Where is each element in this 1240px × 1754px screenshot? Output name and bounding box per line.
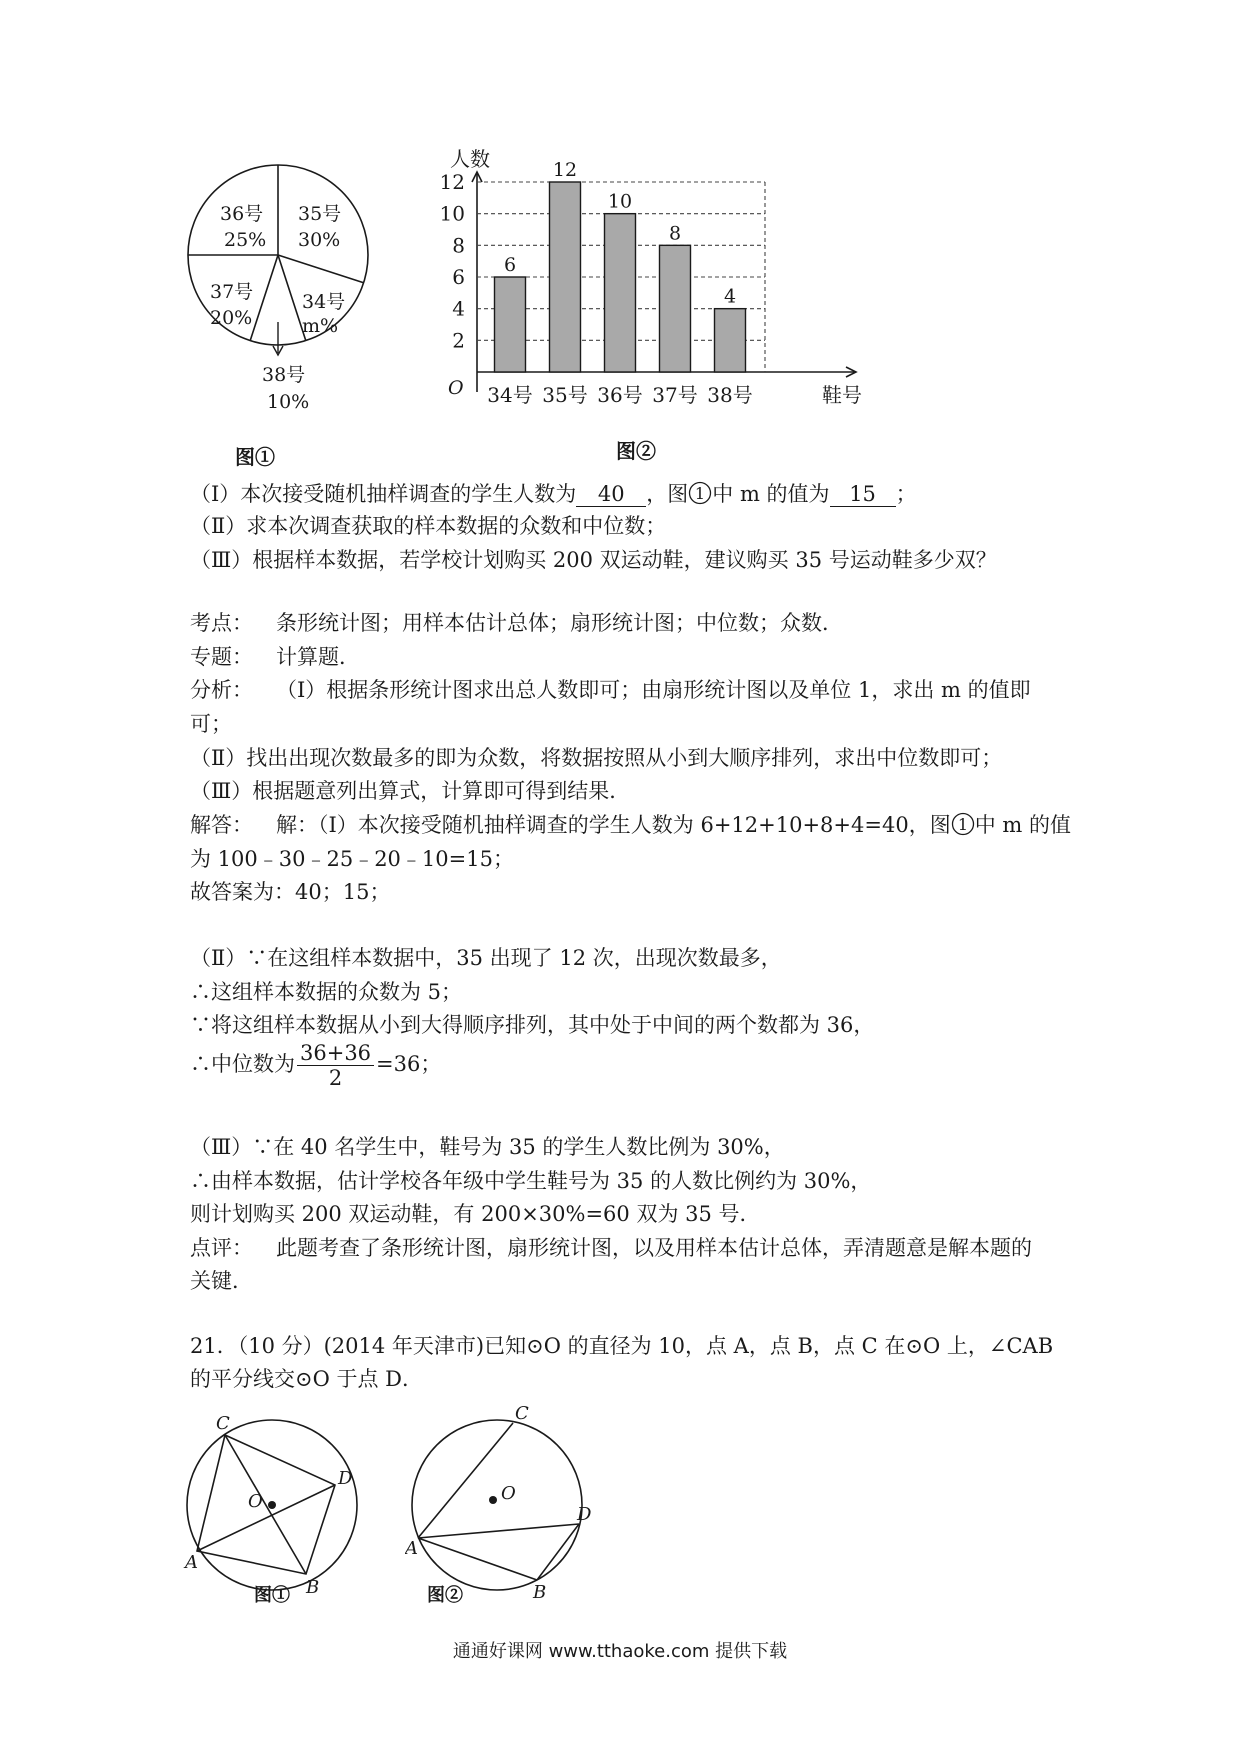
part3-line-1: （Ⅲ）∵在 40 名学生中，鞋号为 35 的学生人数比例为 30%， [190,1135,785,1159]
kaodian-text: 条形统计图；用样本估计总体；扇形统计图；中位数；众数． [276,611,843,635]
x-tick-label: 34号 [487,383,533,407]
question-3: （Ⅲ）根据样本数据，若学校计划购买 200 双运动鞋，建议购买 35 号运动鞋多少双？ [190,548,997,572]
zhuanti-row [190,642,360,672]
label-o: O [248,1491,263,1512]
jieda-row [190,810,1071,840]
fenxi-line-2: 可； [190,712,232,736]
label-c: C [515,1405,529,1424]
bar-value-label: 10 [607,190,633,213]
fenxi-line-4: （Ⅲ）根据题意列出算式，计算即可得到结果． [190,779,631,803]
q1-blank-2: 15 [830,482,896,507]
label-a: A [185,1552,198,1573]
y-tick-label-10: 10 [439,201,465,226]
svg-text:1: 1 [957,815,968,834]
pie-boundary-3 [250,255,278,341]
part2-line-1: （Ⅱ）∵在这组样本数据中，35 出现了 12 次，出现次数最多， [190,946,782,970]
bar-37号 [660,245,691,372]
kaodian-label: 考点： [190,611,253,635]
jieda-text-1b: 中 m 的值 [974,813,1071,837]
pie-label-38: 38号 [262,364,306,386]
label-a: A [405,1538,418,1559]
pie-label-36: 36号 [220,203,264,225]
svg-text:1: 1 [695,484,706,503]
pie-pct-34: m% [302,315,339,337]
question-1 [190,479,917,509]
segment-ac [418,1423,513,1538]
y-tick-label-8: 8 [452,233,465,258]
y-tick-label-6: 6 [452,265,465,289]
pie-pct-37: 20% [210,307,253,329]
label-c: C [216,1413,230,1434]
y-tick-label-12: 12 [439,170,465,194]
part3-line-2: ∴由样本数据，估计学校各年级中学生鞋号为 35 的人数比例约为 30%， [190,1169,872,1193]
fig21-1-caption: 图① [254,1585,290,1605]
median-numerator: 36+36 [297,1041,374,1066]
bar-36号 [605,214,636,372]
dianping-line-2: 关键． [190,1269,253,1293]
pie-boundary-1 [278,255,364,283]
part2-line-4 [190,1038,441,1090]
q1-text-after: 中 m 的值为 [712,482,830,506]
part3-line-3: 则计划购买 200 双运动鞋，有 200×30%=60 双为 35 号． [190,1202,761,1226]
zhuanti-label: 专题： [190,645,253,669]
bar-chart [420,140,900,480]
dianping-row [190,1233,1032,1263]
circle-figure-2 [405,1405,615,1605]
bar-ylabel: 人数 [450,147,490,171]
center-dot [489,1496,497,1504]
dianping-label: 点评： [190,1236,253,1260]
x-tick-label: 35号 [542,383,588,407]
bar-34号 [495,277,526,372]
pie-label-37: 37号 [210,281,254,303]
pie-pct-35: 30% [298,229,341,251]
jieda-text-1a: 解：（Ⅰ）本次接受随机抽样调查的学生人数为 6+12+10+8+4=40，图 [276,813,951,837]
median-fraction [297,1041,374,1090]
problem21-line-1: 21．（10 分）(2014 年天津市)已知⊙O 的直径为 10，点 A，点 B，点 C 在⊙O 上，∠CAB [190,1334,1054,1358]
center-dot [268,1501,276,1509]
median-suffix: =36； [376,1052,442,1076]
q1-text-end: ； [895,482,917,506]
bar-origin: O [448,377,464,399]
part2-line-2: ∴这组样本数据的众数为 5； [190,980,463,1004]
bar-35号 [550,182,581,372]
label-b: B [533,1582,547,1603]
bar-value-label: 12 [552,159,578,181]
dianping-text-1: 此题考查了条形统计图，扇形统计图，以及用样本估计总体，弄清题意是解本题的 [276,1236,1032,1260]
bar-value-label: 8 [668,222,682,245]
y-tick-label-4: 4 [452,296,465,321]
fenxi-text-1: （Ⅰ）根据条形统计图求出总人数即可；由扇形统计图以及单位 1，求出 m 的值即 [276,678,1031,702]
median-denominator: 2 [328,1066,343,1090]
jieda-line-2: 为 100﹣30﹣25﹣20﹣10=15； [190,847,514,871]
x-tick-label: 37号 [652,383,698,407]
figure1-caption: 图① [235,445,275,469]
problem21-line-2: 的平分线交⊙O 于点 D． [190,1367,423,1391]
circle-figure-1 [180,1405,390,1605]
bar-value-label: 4 [723,285,737,308]
jieda-label: 解答： [190,813,253,837]
zhuanti-text: 计算题． [276,645,360,669]
segment-ad [197,1485,335,1551]
fig21-2-caption: 图② [427,1585,463,1605]
q1-text-middle: ，图 [646,482,689,506]
circled-one-icon [951,812,975,836]
segment-ab [418,1538,537,1580]
pie-label-34: 34号 [302,291,346,313]
bar-value-label: 6 [503,254,517,276]
question-2: （Ⅱ）求本次调查获取的样本数据的众数和中位数； [190,514,667,538]
jieda-line-3: 故答案为：40；15； [190,880,391,904]
label-d: D [577,1504,592,1525]
pie-label-35: 35号 [298,203,342,225]
pie-pct-38: 10% [267,391,310,413]
x-tick-label: 38号 [707,383,753,407]
median-prefix: ∴中位数为 [190,1052,295,1076]
label-d: D [338,1468,353,1489]
q1-blank-1: 40 [576,482,646,507]
circled-one-icon [688,481,712,505]
figure2-caption: 图② [616,439,656,463]
label-b: B [306,1577,320,1598]
circle-o-2 [412,1420,582,1590]
q1-text-before: （Ⅰ）本次接受随机抽样调查的学生人数为 [190,482,577,506]
bar-38号 [715,309,746,372]
fenxi-row [190,675,1031,705]
segment-bd [537,1524,579,1580]
bar-xlabel: 鞋号 [822,383,862,407]
page-footer: 通通好课网 www.tthaoke.com 提供下载 [452,1641,788,1662]
segment-ad [418,1524,579,1538]
kaodian-row [190,608,843,638]
y-tick-label-2: 2 [452,328,465,353]
fenxi-label: 分析： [190,678,253,702]
part2-line-3: ∵将这组样本数据从小到大得顺序排列，其中处于中间的两个数都为 36， [190,1013,875,1037]
fenxi-line-3: （Ⅱ）找出出现次数最多的即为众数，将数据按照从小到大顺序排列，求出中位数即可； [190,746,1003,770]
x-tick-label: 36号 [597,383,643,407]
label-o: O [501,1483,516,1504]
pie-chart [180,160,380,480]
pie-pct-36: 25% [224,229,267,251]
